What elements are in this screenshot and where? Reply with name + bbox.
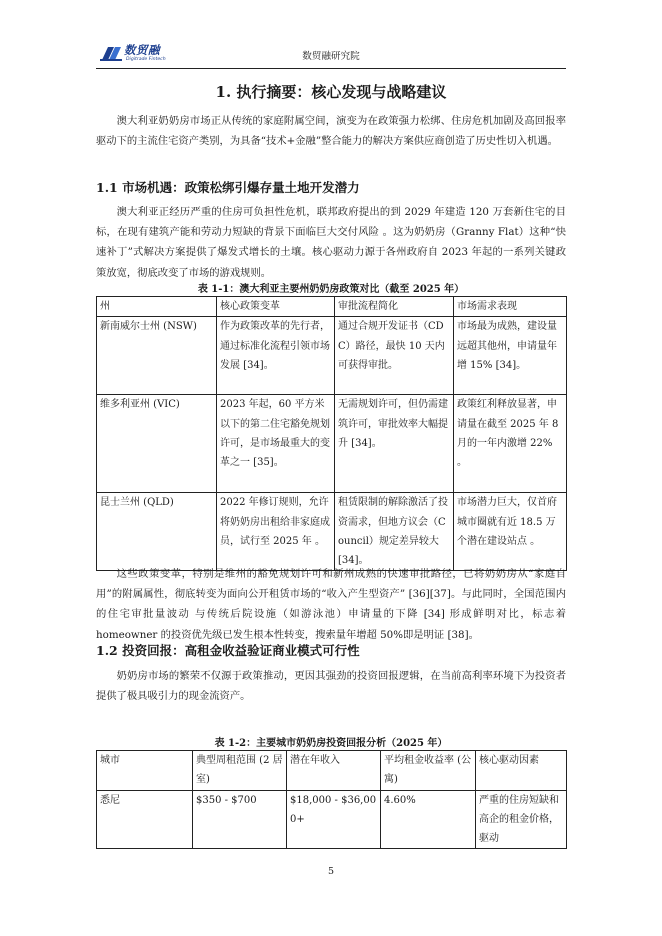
table-header-cell: 城市 (97, 751, 193, 791)
table-header-cell: 核心驱动因素 (476, 751, 567, 791)
table-cell: 市场潜力巨大，仅首府城市圈就有近 18.5 万个潜在建设站点 。 (454, 493, 567, 571)
table-row (97, 395, 567, 493)
investment-return-table (96, 750, 567, 849)
section-heading: 1. 执行摘要：核心发现与战略建议 (215, 83, 447, 101)
logo-name: 数贸融 (124, 43, 160, 57)
logo-subtitle: Digitrade Fintech (126, 57, 166, 62)
table-cell: 作为政策改革的先行者，通过标准化流程引领市场发展 [34]。 (217, 317, 335, 395)
table-cell: 新南威尔士州 (NSW) (97, 317, 217, 395)
table-cell: 4.60% (381, 790, 476, 849)
page-header (96, 44, 566, 69)
header-divider (96, 68, 566, 69)
table-cell: 严重的住房短缺和高企的租金价格，驱动 (476, 790, 567, 849)
subsection-heading-1-1: 1.1 市场机遇：政策松绑引爆存量土地开发潜力 (96, 180, 360, 195)
table-caption-1-1: 表 1-1：澳大利亚主要州奶奶房政策对比（截至 2025 年） (197, 284, 465, 295)
table-cell: 租赁限制的解除激活了投资需求，但地方议会（Council）规定差异较大 [34]。 (335, 493, 454, 571)
paragraph-investment-return: 奶奶房市场的繁荣不仅源于政策推动，更因其强劲的投资回报逻辑，在当前高利率环境下为投资者提供了极具吸引力的现金流资产。 (96, 670, 566, 703)
table-cell: 市场最为成熟，建设量远超其他州，申请量年增 15% [34]。 (454, 317, 567, 395)
policy-comparison-table (96, 296, 567, 571)
table-cell: 政策红利释放显著，申请量在截至 2025 年 8 月的一年内激增 22% 。 (454, 395, 567, 493)
table-header-cell: 核心政策变革 (217, 297, 335, 317)
paragraph-market-opportunity: 澳大利亚正经历严重的住房可负担性危机，联邦政府提出的到 2029 年建造 120 万套新住宅的目标，在现有建筑产能和劳动力短缺的背景下面临巨大交付风险 。这为奶奶房（Granny Flat）这种“快速补丁”式解决方案提供了爆发式增长的土壤。核心驱动力源于各州政府自 2023 年起的一系列关键政策放宽，彻底改变了市场的游戏规则。 (96, 206, 566, 279)
table-header-row (97, 751, 567, 791)
table-header-cell: 市场需求表现 (454, 297, 567, 317)
table-header-cell: 审批流程简化 (335, 297, 454, 317)
paragraph-policy-impact: 这些政策变革，特别是维州的豁免规划许可和新州成熟的快速审批路径，已将奶奶房从“家庭自用”的附属属性，彻底转变为面向公开租赁市场的“收入产生型资产” [36][37]。与此同时，全国范围内的住宅审批量波动 与传统后院设施（如游泳池）申请量的下降 [34] 形成鲜明对比，标志着 homeowner 的投资优先级已发生根本性转变，搜索量年增超 50%即是明证 [38]。 (96, 568, 566, 641)
page-number: 5 (327, 866, 335, 877)
table-header-row (97, 297, 567, 317)
table-cell: $18,000 - $36,000+ (287, 790, 381, 849)
table-header-cell: 州 (97, 297, 217, 317)
header-title: 数贸融研究院 (302, 51, 360, 62)
table-header-cell: 平均租金收益率 (公寓) (381, 751, 476, 791)
intro-paragraph: 澳大利亚奶奶房市场正从传统的家庭附属空间，演变为在政策强力松绑、住房危机加剧及高回报率驱动下的主流住宅资产类别，为具备“技术+金融”整合能力的解决方案供应商创造了历史性切入机遇。 (96, 115, 566, 148)
subsection-heading-1-2: 1.2 投资回报：高租金收益验证商业模式可行性 (96, 643, 360, 658)
table-cell: $350 - $700 (193, 790, 287, 849)
table-row (97, 790, 567, 849)
table-caption-1-2: 表 1-2：主要城市奶奶房投资回报分析（2025 年） (214, 738, 448, 749)
table-cell: 通过合规开发证书（CDC）路径，最快 10 天内可获得审批。 (335, 317, 454, 395)
table-cell: 维多利亚州 (VIC) (97, 395, 217, 493)
table-header-cell: 潜在年收入 (287, 751, 381, 791)
table-cell: 悉尼 (97, 790, 193, 849)
table-header-cell: 典型周租范围 (2 居室) (193, 751, 287, 791)
table-cell: 无需规划许可，但仍需建筑许可，审批效率大幅提升 [34]。 (335, 395, 454, 493)
table-cell: 2023 年起，60 平方米以下的第二住宅豁免规划许可，是市场最重大的变革之一 [35]。 (217, 395, 335, 493)
table-row (97, 493, 567, 571)
table-cell: 昆士兰州 (QLD) (97, 493, 217, 571)
table-cell: 2022 年修订规则，允许将奶奶房出租给非家庭成员，试行至 2025 年 。 (217, 493, 335, 571)
table-row (97, 317, 567, 395)
